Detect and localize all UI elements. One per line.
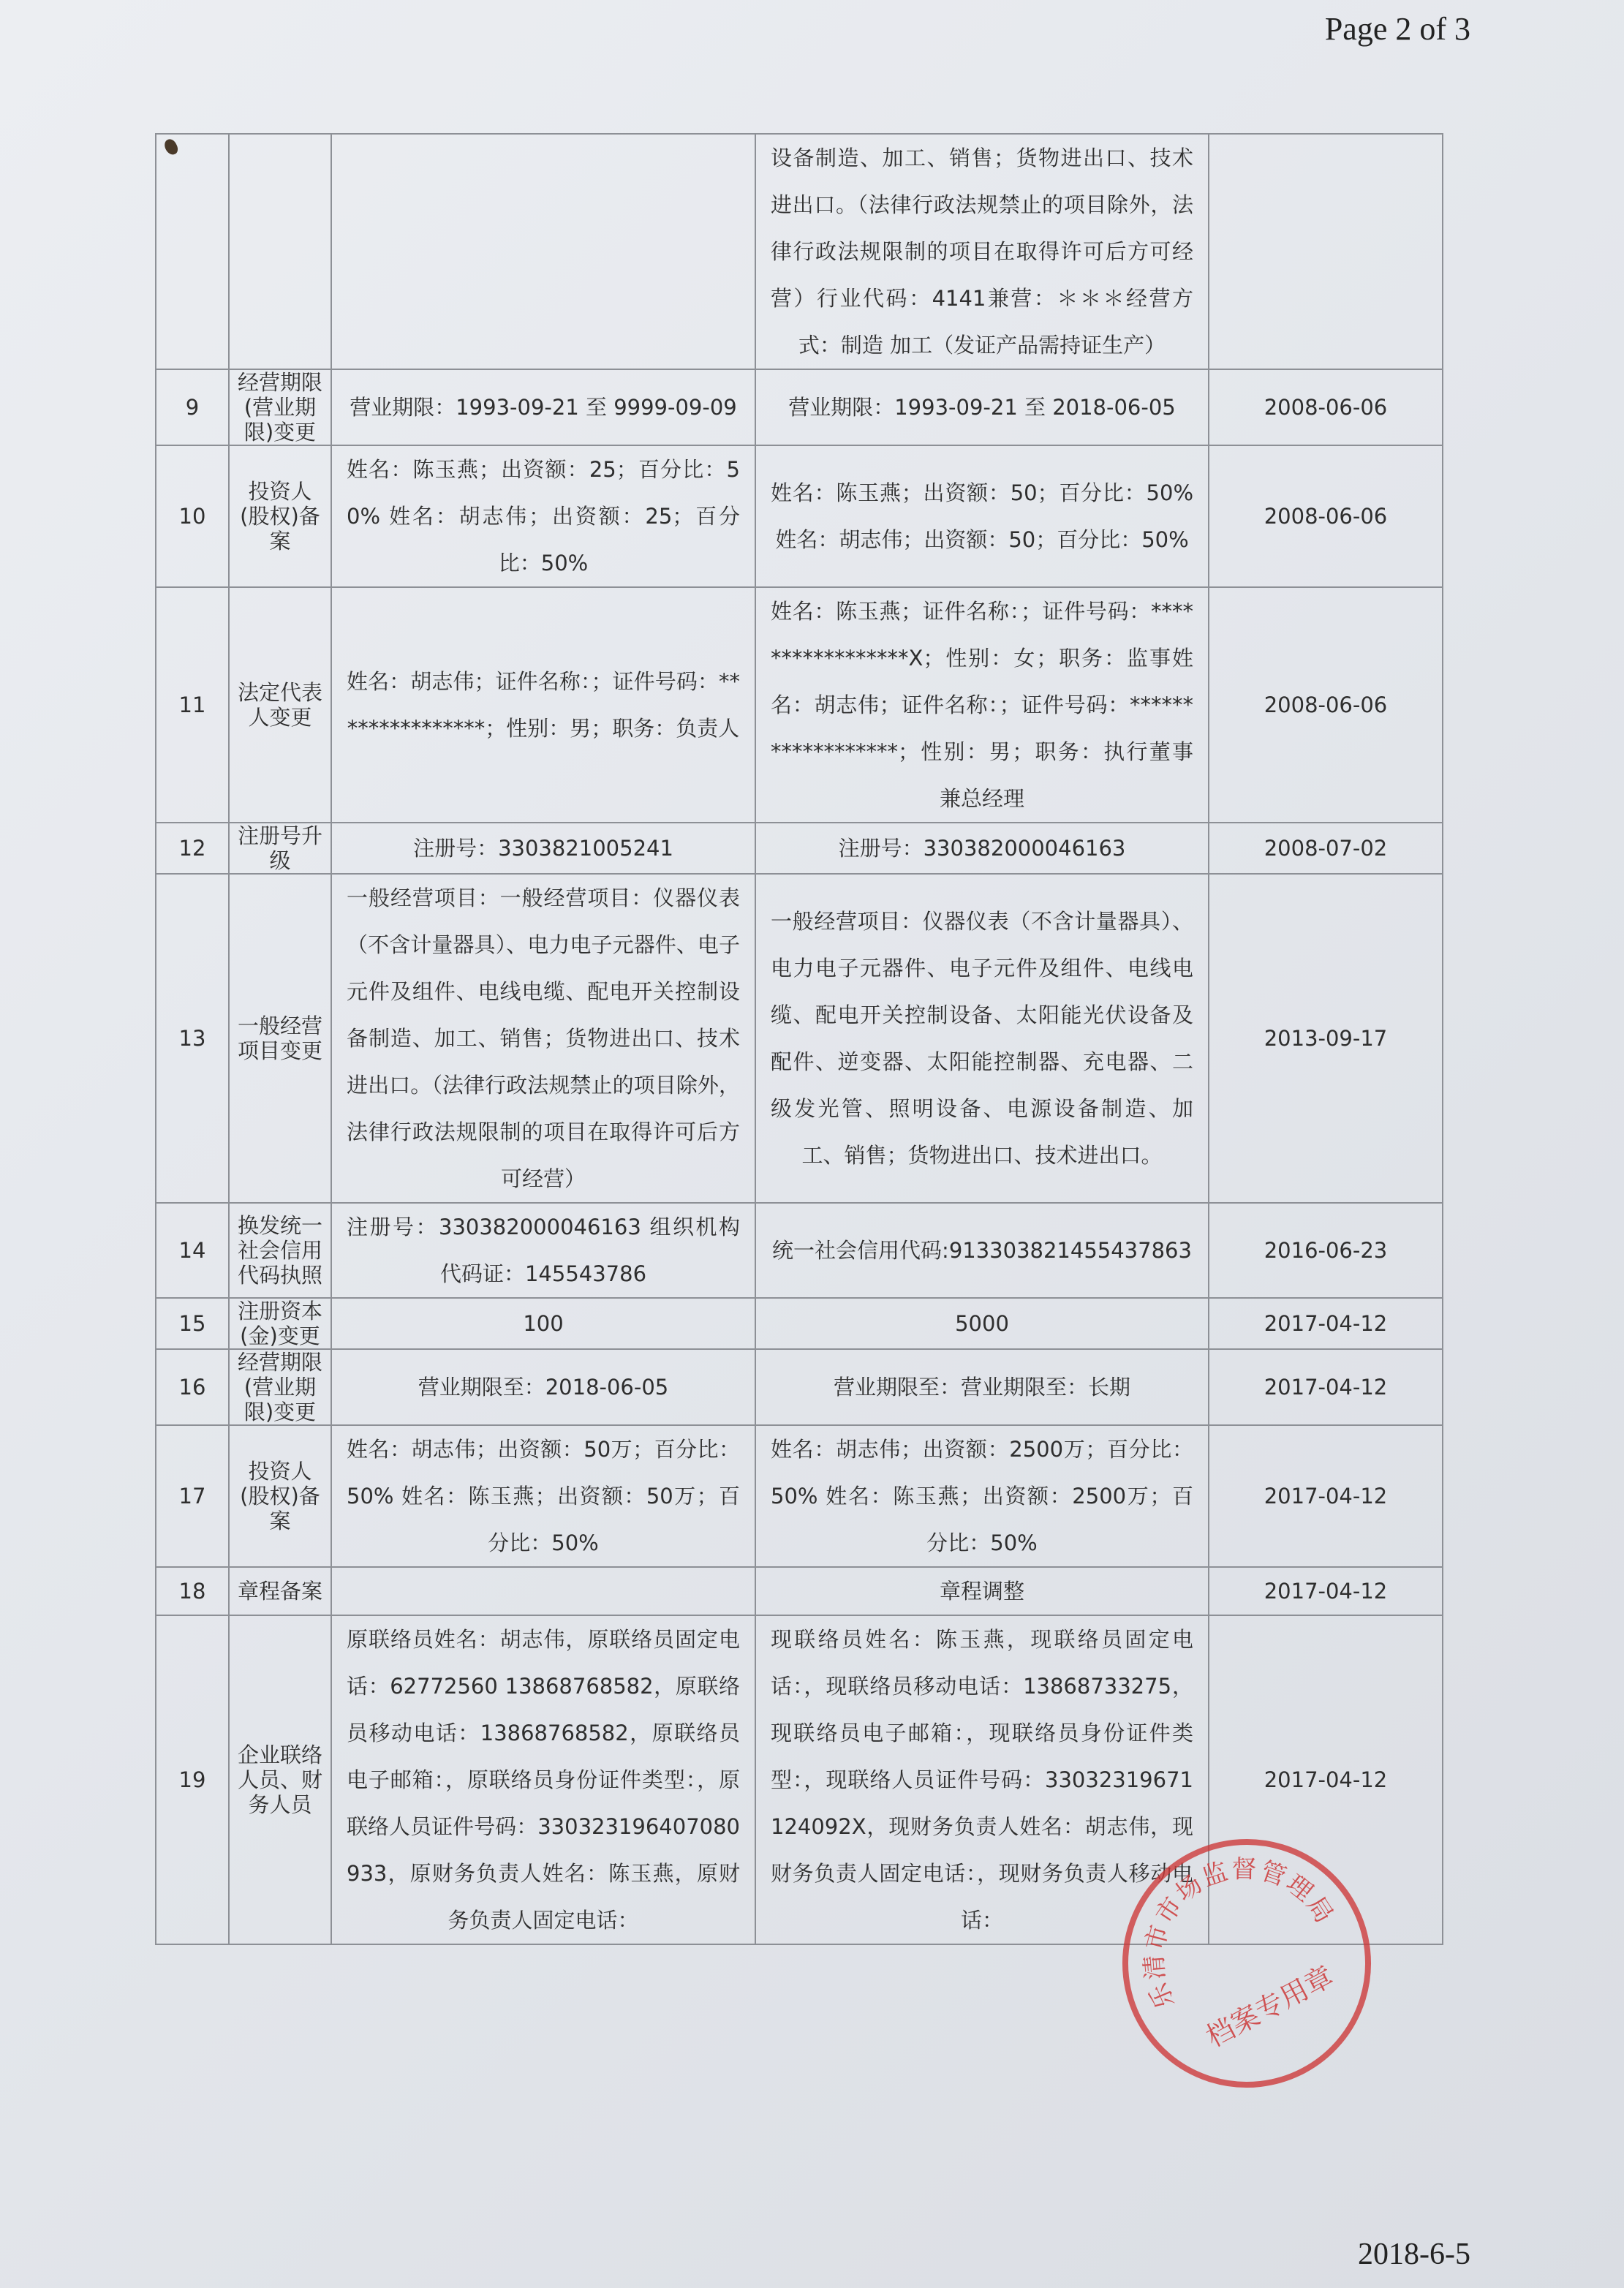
before-change: 营业期限至：2018-06-05 — [331, 1349, 755, 1425]
change-item: 经营期限(营业期限)变更 — [229, 369, 331, 445]
after-change: 姓名：胡志伟；出资额：2500万；百分比：50% 姓名：陈玉燕；出资额：2500万；百分比：50% — [755, 1425, 1209, 1567]
table-row — [156, 587, 1443, 823]
change-date: 2017-04-12 — [1209, 1615, 1443, 1944]
before-change: 原联络员姓名：胡志伟，原联络员固定电话：62772560 13868768582，原联络员移动电话：13868768582，原联络员电子邮箱：，原联络员身份证件类型：，原联络人员证件号码：330323196407080933，原财务负责人姓名：陈玉燕，原财务负责人固定电话： — [331, 1615, 755, 1944]
before-change: 100 — [331, 1298, 755, 1349]
before-change: 姓名：陈玉燕；出资额：25；百分比：50% 姓名：胡志伟；出资额：25；百分比：50% — [331, 445, 755, 587]
before-change — [331, 1567, 755, 1615]
change-item: 一般经营项目变更 — [229, 874, 331, 1203]
row-number: 9 — [156, 369, 229, 445]
change-item: 注册资本(金)变更 — [229, 1298, 331, 1349]
change-date: 2017-04-12 — [1209, 1298, 1443, 1349]
table-row — [156, 369, 1443, 445]
table-row — [156, 1298, 1443, 1349]
row-number: 13 — [156, 874, 229, 1203]
change-date: 2017-04-12 — [1209, 1425, 1443, 1567]
before-change: 姓名：胡志伟；证件名称：；证件号码：***************；性别：男；职务：负责人 — [331, 587, 755, 823]
change-date: 2017-04-12 — [1209, 1349, 1443, 1425]
row-number: 16 — [156, 1349, 229, 1425]
footer-date: 2018-6-5 — [1358, 2238, 1470, 2271]
table-row — [156, 823, 1443, 874]
change-item: 企业联络人员、财务人员 — [229, 1615, 331, 1944]
change-date: 2008-06-06 — [1209, 445, 1443, 587]
page-number: Page 2 of 3 — [1324, 11, 1470, 47]
after-change: 统一社会信用代码:913303821455437863 — [755, 1203, 1209, 1298]
before-change: 一般经营项目：一般经营项目：仪器仪表（不含计量器具）、电力电子元器件、电子元件及组件、电线电缆、配电开关控制设备制造、加工、销售；货物进出口、技术进出口。（法律行政法规禁止的项目除外，法律行政法规限制的项目在取得许可后方可经营） — [331, 874, 755, 1203]
table-row — [156, 874, 1443, 1203]
change-date: 2008-07-02 — [1209, 823, 1443, 874]
change-date: 2017-04-12 — [1209, 1567, 1443, 1615]
change-item: 章程备案 — [229, 1567, 331, 1615]
row-number: 19 — [156, 1615, 229, 1944]
change-date: 2008-06-06 — [1209, 587, 1443, 823]
row-number: 18 — [156, 1567, 229, 1615]
change-item: 注册号升级 — [229, 823, 331, 874]
before-change: 注册号：3303821005241 — [331, 823, 755, 874]
after-change: 营业期限至：营业期限至：长期 — [755, 1349, 1209, 1425]
before-change: 营业期限：1993-09-21 至 9999-09-09 — [331, 369, 755, 445]
table-row-continued — [156, 134, 1443, 369]
after-change: 一般经营项目：仪器仪表（不含计量器具）、电力电子元器件、电子元件及组件、电线电缆、配电开关控制设备、太阳能光伏设备及配件、逆变器、太阳能控制器、充电器、二级发光管、照明设备、电源设备制造、加工、销售；货物进出口、技术进出口。 — [755, 874, 1209, 1203]
change-item: 换发统一社会信用代码执照 — [229, 1203, 331, 1298]
change-item: 投资人(股权)备案 — [229, 445, 331, 587]
change-date: 2008-06-06 — [1209, 369, 1443, 445]
change-date: 2016-06-23 — [1209, 1203, 1443, 1298]
after-change: 5000 — [755, 1298, 1209, 1349]
before-change: 姓名：胡志伟；出资额：50万；百分比：50% 姓名：陈玉燕；出资额：50万；百分比：50% — [331, 1425, 755, 1567]
row-number: 10 — [156, 445, 229, 587]
table-row — [156, 1203, 1443, 1298]
after-change: 姓名：陈玉燕；出资额：50；百分比：50%姓名：胡志伟；出资额：50；百分比：50% — [755, 445, 1209, 587]
after-change: 章程调整 — [755, 1567, 1209, 1615]
change-item: 投资人(股权)备案 — [229, 1425, 331, 1567]
table-row — [156, 1425, 1443, 1567]
seal-center-text: 档案专用章 — [1201, 1960, 1339, 2054]
before-change: 注册号：330382000046163 组织机构代码证：145543786 — [331, 1203, 755, 1298]
row-number: 15 — [156, 1298, 229, 1349]
after-change: 现联络员姓名：陈玉燕，现联络员固定电话：，现联络员移动电话：13868733275，现联络员电子邮箱：，现联络员身份证件类型：，现联络人员证件号码：33032319671124092X，现财务负责人姓名：胡志伟，现财务负责人固定电话：，现财务负责人移动电话： — [755, 1615, 1209, 1944]
table-row — [156, 1349, 1443, 1425]
change-date: 2013-09-17 — [1209, 874, 1443, 1203]
after-change: 注册号：330382000046163 — [755, 823, 1209, 874]
row-number: 12 — [156, 823, 229, 874]
row-number: 17 — [156, 1425, 229, 1567]
change-item: 经营期限(营业期限)变更 — [229, 1349, 331, 1425]
table-row — [156, 1615, 1443, 1944]
table-row — [156, 1567, 1443, 1615]
continued-after-cell: 设备制造、加工、销售；货物进出口、技术进出口。（法律行政法规禁止的项目除外，法律行政法规限制的项目在取得许可后方可经营）行业代码：4141兼营：＊＊＊经营方式：制造 加工（发证产品需持证生产） — [755, 134, 1209, 369]
after-change: 姓名：陈玉燕；证件名称：；证件号码：*****************X；性别：女；职务：监事姓名：胡志伟；证件名称：；证件号码：******************；性别：男；职务：执行董事兼总经理 — [755, 587, 1209, 823]
row-number: 14 — [156, 1203, 229, 1298]
change-records-table — [155, 133, 1443, 1945]
table-row — [156, 445, 1443, 587]
after-change: 营业期限：1993-09-21 至 2018-06-05 — [755, 369, 1209, 445]
change-item: 法定代表人变更 — [229, 587, 331, 823]
seal-arc-text: 乐清市市场监督管理局 — [1139, 1854, 1340, 2014]
row-number: 11 — [156, 587, 229, 823]
